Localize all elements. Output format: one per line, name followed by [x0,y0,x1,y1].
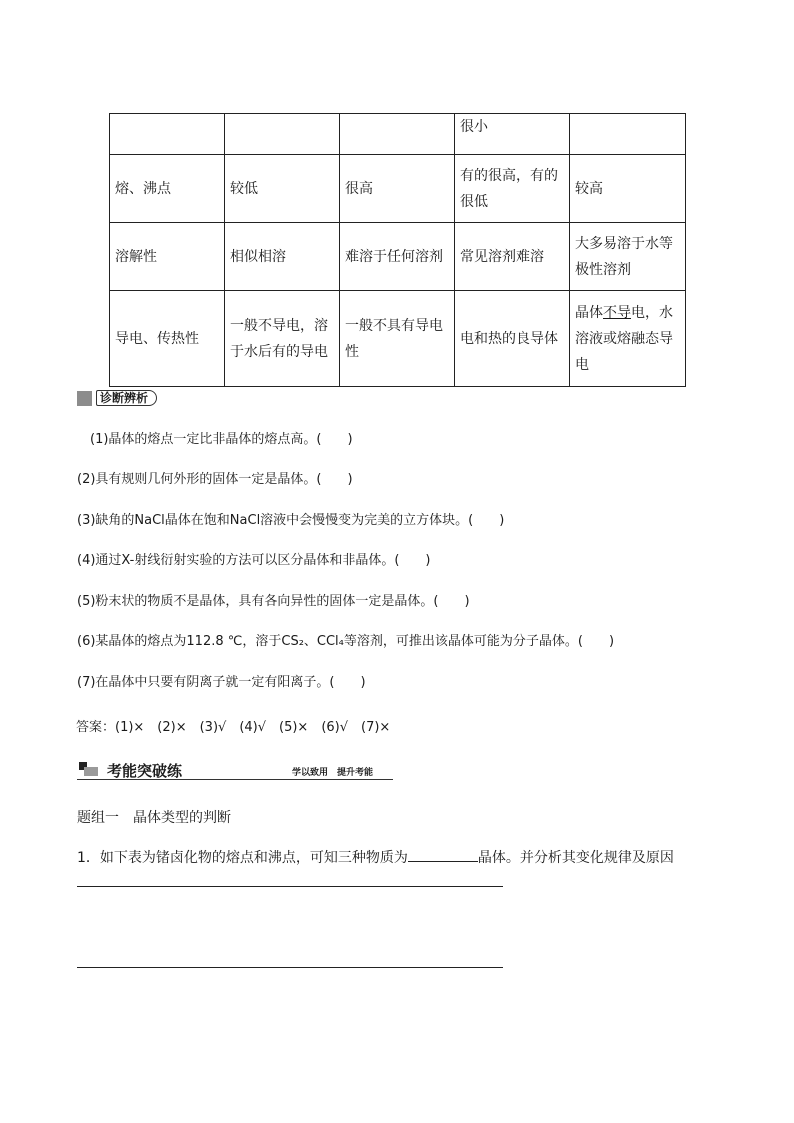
table-cell: 一般不导电，溶于水后有的导电 [225,291,340,387]
answer-blank-line[interactable] [77,967,503,968]
cell-text-underlined: 不导 [603,304,631,321]
question-stem-before: 1．如下表为锗卤化物的熔点和沸点，可知三种物质为 [77,850,408,866]
question-7: (7)在晶体中只要有阴离子就一定有阳离子。( ) [77,675,366,690]
table-cell [570,291,686,387]
table-cell: 很高 [340,155,455,223]
section-subtitle: 学以致用 提升考能 [292,768,374,778]
table-cell: 一般不具有导电性 [340,291,455,387]
table-cell: 常见溶剂难溶 [455,223,570,291]
table-cell: 难溶于任何溶剂 [340,223,455,291]
table-cell: 电和热的良导体 [455,291,570,387]
section-icon [79,762,99,776]
table-row [110,223,686,291]
table-cell [570,114,686,155]
table-cell: 相似相溶 [225,223,340,291]
table-row-header: 导电、传热性 [110,291,225,387]
table-row [110,155,686,223]
fill-blank[interactable] [408,849,478,862]
question-6: (6)某晶体的熔点为112.8 ℃，溶于CS₂、CCl₄等溶剂，可推出该晶体可能为分子晶体。( ) [77,634,615,649]
table-cell: 大多易溶于水等极性溶剂 [570,223,686,291]
table-cell [225,114,340,155]
question-5: (5)粉末状的物质不是晶体，具有各向异性的固体一定是晶体。( ) [77,594,470,609]
question-3: (3)缺角的NaCl晶体在饱和NaCl溶液中会慢慢变为完美的立方体块。( ) [77,513,505,528]
cell-text-post: 电，水溶液或熔融态导电 [575,304,673,373]
answer-line-text: 答案：(1)× (2)× (3)√ (4)√ (5)× (6)√ (7)× [76,720,391,735]
question-stem-after: 晶体。并分析其变化规律及原因 [477,850,674,866]
question-2: (2)具有规则几何外形的固体一定是晶体。( ) [77,472,353,487]
table-row [110,291,686,387]
diagnosis-label: 诊断辨析 [96,390,157,406]
table-row-header: 溶解性 [110,223,225,291]
cell-text-pre: 晶体 [575,304,603,321]
question-4: (4)通过X-射线衍射实验的方法可以区分晶体和非晶体。( ) [77,553,431,568]
table-cell: 较低 [225,155,340,223]
table-cell: 较高 [570,155,686,223]
section-title: 考能突破练 [107,762,183,780]
table-cell: 很小 [455,114,570,155]
table-cell [340,114,455,155]
answer-blank-line[interactable] [77,886,503,887]
square-icon [77,391,92,406]
group-title: 题组一 晶体类型的判断 [77,810,231,826]
section-header [77,759,393,780]
question-1: (1)晶体的熔点一定比非晶体的熔点高。( ) [90,432,353,447]
crystal-properties-table [109,113,686,387]
table-cell: 有的很高，有的很低 [455,155,570,223]
table-row [110,114,686,155]
question-stem [77,847,674,867]
table-row-header: 熔、沸点 [110,155,225,223]
table-cell [110,114,225,155]
